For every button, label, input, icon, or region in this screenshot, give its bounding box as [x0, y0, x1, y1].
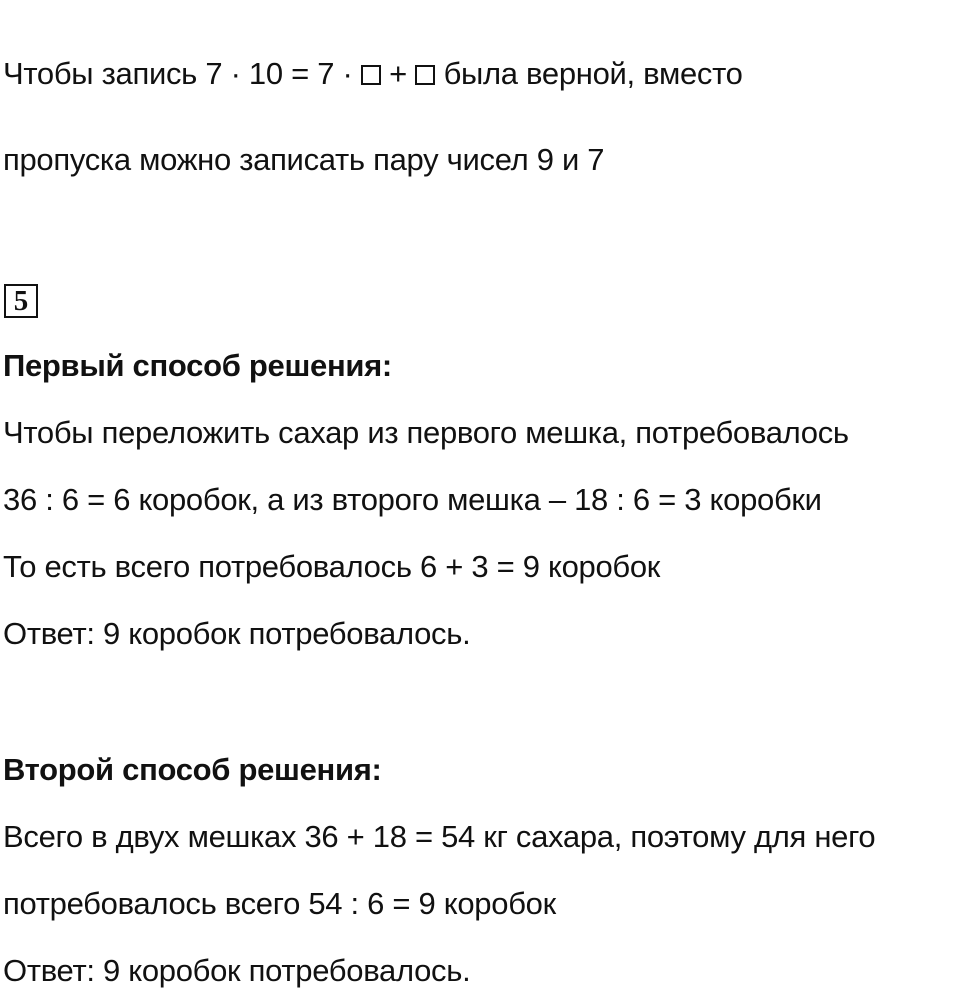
method1-line: Чтобы переложить сахар из первого мешка, потребовалось	[3, 415, 849, 450]
method1-line: То есть всего потребовалось 6 + 3 = 9 коробок	[3, 549, 661, 584]
method2-answer: Ответ: 9 коробок потребовалось.	[3, 953, 471, 988]
blank-box-icon	[415, 65, 435, 85]
intro-line-2: пропуска можно записать пару чисел 9 и 7	[3, 142, 605, 177]
blank-box-icon	[361, 65, 381, 85]
method1-answer: Ответ: 9 коробок потребовалось.	[3, 616, 471, 651]
task-number-badge: 5	[4, 284, 38, 318]
intro-line-1	[3, 54, 743, 94]
method2-line: потребовалось всего 54 : 6 = 9 коробок	[3, 886, 556, 921]
intro-text-c: была верной, вместо	[435, 56, 743, 91]
method2-line: Всего в двух мешках 36 + 18 = 54 кг сахара, поэтому для него	[3, 819, 876, 854]
intro-text-b: +	[380, 56, 416, 91]
method1-line: 36 : 6 = 6 коробок, а из второго мешка – 18 : 6 = 3 коробки	[3, 482, 822, 517]
intro-text-a: Чтобы запись 7 · 10 = 7 ·	[3, 56, 361, 91]
method1-heading: Первый способ решения:	[3, 348, 392, 383]
method2-heading: Второй способ решения:	[3, 752, 382, 787]
